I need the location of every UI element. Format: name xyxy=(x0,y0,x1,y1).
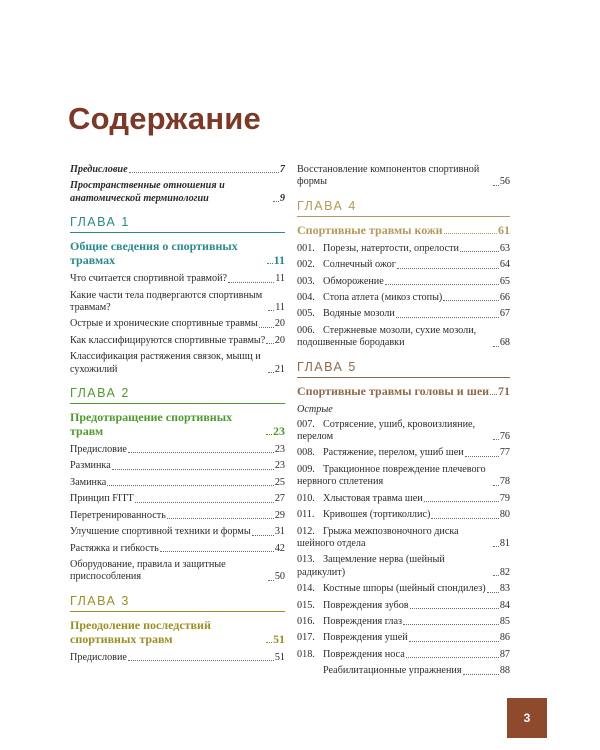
toc-entry[interactable]: 005. Водяные мозоли 67 xyxy=(297,308,510,320)
chapter-5-title[interactable]: Спортивные травмы головы и шеи 71 xyxy=(297,383,510,398)
toc-entry[interactable]: 016. Повреждения глаз 85 xyxy=(297,615,510,627)
toc-entry[interactable]: Восстановление компонентов спортивной формы 56 xyxy=(297,164,510,188)
toc-entry[interactable]: Что считается спортивной травмой? 11 xyxy=(70,273,285,285)
toc-entry[interactable]: Разминка 23 xyxy=(70,460,285,472)
toc-entry[interactable]: Заминка 25 xyxy=(70,476,285,488)
toc-entry[interactable]: Оборудование, правила и защитные приспособления 50 xyxy=(70,558,285,583)
toc-entry[interactable]: Предисловие 51 xyxy=(70,651,285,663)
toc-entry[interactable]: Принцип FITT 27 xyxy=(70,493,285,505)
toc-entry[interactable]: Как классифицируются спортивные травмы? 20 xyxy=(70,334,285,346)
toc-entry[interactable]: 009. Тракционное повреждение плечевого нервного сплетения 78 xyxy=(297,463,510,488)
toc-entry[interactable]: 011. Кривошея (тортиколлис) 80 xyxy=(297,509,510,521)
chapter-5-heading: ГЛАВА 5 xyxy=(297,360,510,378)
toc-entry[interactable]: 002. Солнечный ожог 64 xyxy=(297,259,510,271)
toc-entry[interactable]: 001. Порезы, натертости, опрелости 63 xyxy=(297,242,510,254)
toc-right-column xyxy=(297,164,510,682)
chapter-1-heading: ГЛАВА 1 xyxy=(70,215,285,233)
toc-entry[interactable]: 010. Хлыстовая травма шеи 79 xyxy=(297,492,510,504)
chapter-3-title[interactable]: Преодоление последствий спортивных травм 51 xyxy=(70,617,285,646)
toc-left-column xyxy=(70,164,285,668)
toc-entry[interactable]: 012. Грыжа межпозвоночного диска шейного отдела 81 xyxy=(297,525,510,549)
subsection-acute: Острые xyxy=(297,403,333,415)
chapter-1-title[interactable]: Общие сведения о спортивных травмах 11 xyxy=(70,239,285,268)
chapter-2-title[interactable]: Предотвращение спортивных травм 23 xyxy=(70,410,285,439)
toc-entry[interactable]: 017. Повреждения ушей 86 xyxy=(297,632,510,644)
toc-entry[interactable]: Растяжка и гибкость 42 xyxy=(70,542,285,554)
toc-entry[interactable]: 006. Стержневые мозоли, сухие мозоли, подошвенные бородавки 68 xyxy=(297,324,510,349)
toc-entry[interactable]: Перетренированность 29 xyxy=(70,509,285,521)
toc-entry[interactable]: 008. Растяжение, перелом, ушиб шеи 77 xyxy=(297,447,510,459)
toc-entry[interactable]: Острые и хронические спортивные травмы 20 xyxy=(70,318,285,330)
toc-entry[interactable]: 004. Стопа атлета (микоз стопы) 66 xyxy=(297,292,510,304)
toc-entry[interactable]: 015. Повреждения зубов 84 xyxy=(297,599,510,611)
toc-entry[interactable]: Какие части тела подвергаются спортивным травмам? 11 xyxy=(70,289,285,314)
toc-entry[interactable]: Улучшение спортивной техники и формы 31 xyxy=(70,526,285,538)
chapter-3-heading: ГЛАВА 3 xyxy=(70,594,285,612)
toc-entry-terminology[interactable]: Пространственные отношения и анатомической терминологии 9 xyxy=(70,180,285,204)
chapter-4-heading: ГЛАВА 4 xyxy=(297,199,510,217)
toc-entry[interactable]: 013. Защемление нерва (шейный радикулит) 82 xyxy=(297,554,510,578)
toc-entry[interactable]: Классификация растяжения связок, мышц и сухожилий 21 xyxy=(70,351,285,375)
toc-entry[interactable]: Реабилитационные упражнения 88 xyxy=(323,665,510,677)
chapter-4-title[interactable]: Спортивные травмы кожи 61 xyxy=(297,222,510,237)
toc-entry[interactable]: 003. Обморожение 65 xyxy=(297,275,510,287)
toc-entry[interactable]: 014. Костные шпоры (шейный спондилез) 83 xyxy=(297,583,510,595)
page-title: Содержание xyxy=(68,100,261,136)
toc-entry[interactable]: Предисловие 23 xyxy=(70,444,285,456)
toc-entry[interactable]: 018. Повреждения носа 87 xyxy=(297,648,510,660)
page-number-badge: 3 xyxy=(507,698,547,738)
toc-entry[interactable]: 007. Сотрясение, ушиб, кровоизлияние, перелом 76 xyxy=(297,418,510,443)
toc-entry-preface[interactable]: Предисловие 7 xyxy=(70,164,285,175)
chapter-2-heading: ГЛАВА 2 xyxy=(70,386,285,404)
